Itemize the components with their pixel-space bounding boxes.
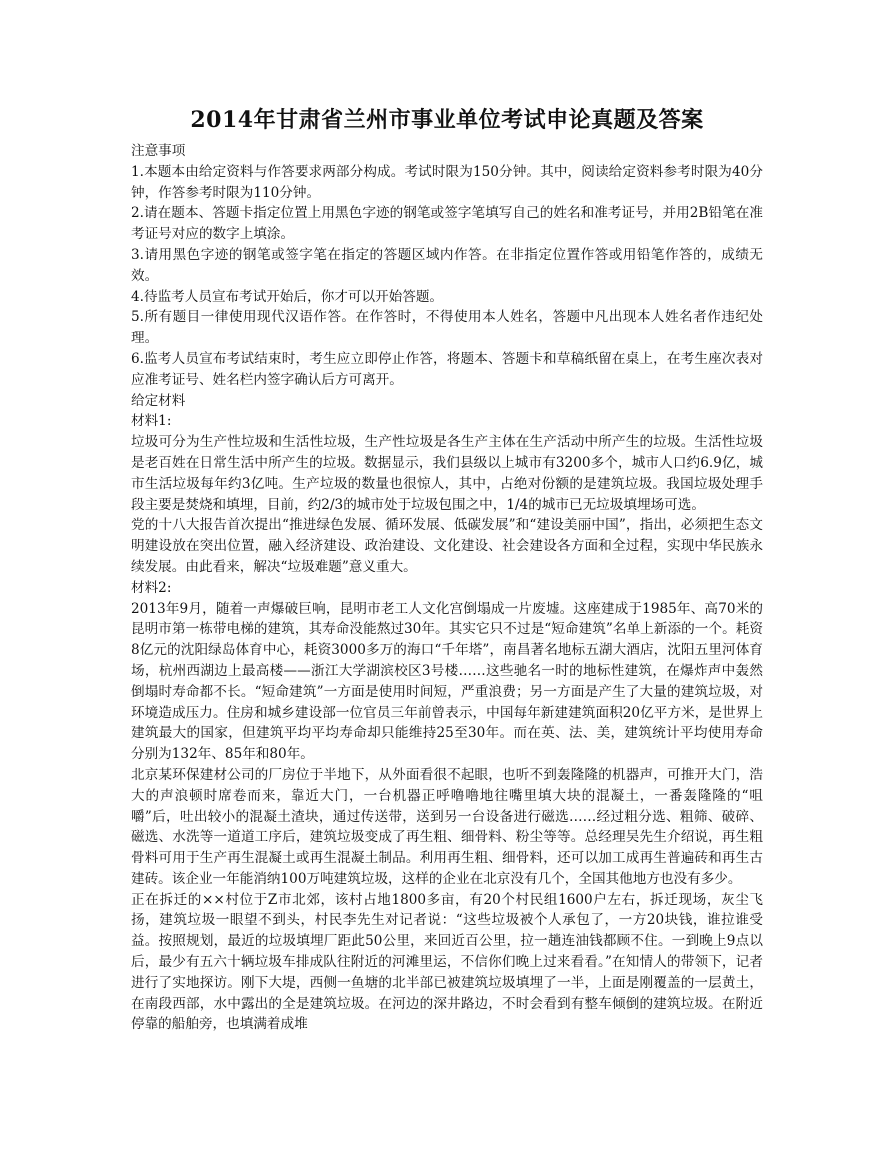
notice-item-4: 4.待监考人员宣布考试开始后，你才可以开始答题。	[131, 288, 444, 305]
material-1-paragraph-1: 垃圾可分为生产性垃圾和生活性垃圾，生产性垃圾是各生产主体在生产活动中所产生的垃圾。生活性垃圾是老百姓在日常生活中所产生的垃圾。数据显示，我们县级以上城市有3200多个，城市人口约6.9亿，城市生活垃圾每年约3亿吨。生产垃圾的数量也很惊人，其中，占绝对份额的是建筑垃圾。我国垃圾处理手段主要是焚烧和填埋，目前，约2/3的城市处于垃圾包围之中，1/4的城市已无垃圾填埋场可选。	[131, 434, 763, 513]
notice-heading: 注意事项	[131, 143, 186, 159]
notice-item-5: 5.所有题目一律使用现代汉语作答。在作答时，不得使用本人姓名，答题中凡出现本人姓名者作违纪处理。	[131, 309, 763, 347]
notice-item-6: 6.监考人员宣布考试结束时，考生应立即停止作答，将题本、答题卡和草稿纸留在桌上，在考生座次表对应准考证号、姓名栏内签字确认后方可离开。	[131, 350, 763, 388]
material-2-paragraph-1: 2013年9月，随着一声爆破巨响，昆明市老工人文化宫倒塌成一片废墟。这座建成于1985年、高70米的昆明市第一栋带电梯的建筑，其寿命没能熬过30年。其实它只不过是“短命建筑”名单上新添的一个。耗资8亿元的沈阳绿岛体育中心，耗资3000多万的海口“千年塔”，南昌著名地标五湖大酒店，沈阳五里河体育场，杭州西湖边上最高楼——浙江大学湖滨校区3号楼……这些驰名一时的地标性建筑，在爆炸声中轰然倒塌时寿命都不长。“短命建筑”一方面是使用时间短，严重浪费；另一方面是产生了大量的建筑垃圾，对环境造成压力。住房和城乡建设部一位官员三年前曾表示，中国每年新建建筑面积20亿平方米，是世界上建筑最大的国家，但建筑平均平均寿命却只能维持25至30年。而在英、法、美，建筑统计平均使用寿命分别为132年、85年和80年。	[131, 600, 763, 763]
document-page	[131, 105, 763, 1035]
material-2-paragraph-3: 正在拆迁的××村位于Z市北郊，该村占地1800多亩，有20个村民组1600户左右，拆迁现场，灰尘飞扬，建筑垃圾一眼望不到头，村民李先生对记者说：“这些垃圾被个人承包了，一方20块钱，谁拉谁受益。按照规划，最近的垃圾填埋厂距此50公里，来回近百公里，拉一趟连油钱都顾不住。一到晚上9点以后，最少有五六十辆垃圾车排成队往附近的河滩里运，不信你们晚上过来看看。”在知情人的带领下，记者进行了实地探访。刚下大堤，西侧一鱼塘的北半部已被建筑垃圾填埋了一半，上面是刚覆盖的一层黄土，在南段西部，水中露出的全是建筑垃圾。在河边的深井路边，不时会看到有整车倾倒的建筑垃圾。在附近停靠的船舶旁，也填满着成堆	[131, 891, 763, 1033]
material-1-heading: 材料1:	[131, 413, 172, 430]
materials-heading: 给定材料	[131, 392, 186, 409]
notice-item-3: 3.请用黑色字迹的钢笔或签字笔在指定的答题区域内作答。在非指定位置作答或用铅笔作答的，成绩无效。	[131, 246, 763, 284]
notice-item-2: 2.请在题本、答题卡指定位置上用黑色字迹的钢笔或签字笔填写自己的姓名和准考证号，并用2B铅笔在准考证号对应的数字上填涂。	[131, 205, 763, 243]
notice-item-1: 1.本题本由给定资料与作答要求两部分构成。考试时限为150分钟。其中，阅读给定资料参考时限为40分钟，作答参考时限为110分钟。	[131, 163, 763, 201]
material-1-paragraph-2: 党的十八大报告首次提出“推进绿色发展、循环发展、低碳发展”和“建设美丽中国”，指出，必须把生态文明建设放在突出位置，融入经济建设、政治建设、文化建设、社会建设各方面和全过程，实现中华民族永续发展。由此看来，解决“垃圾难题”意义重大。	[131, 517, 763, 575]
material-2-paragraph-2: 北京某环保建材公司的厂房位于半地下，从外面看很不起眼，也听不到轰隆隆的机器声，可推开大门，浩大的声浪顿时席卷而来，靠近大门，一台机器正呼噜噜地往嘴里填大块的混凝土，一番轰隆隆的“咀嚼”后，吐出较小的混凝土渣块，通过传送带，送到另一台设备进行磁选……经过粗分选、粗筛、破碎、磁选、水洗等一道道工序后，建筑垃圾变成了再生粗、细骨料、粉尘等等。总经理吴先生介绍说，再生粗骨料可用于生产再生混凝土或再生混凝土制品。利用再生粗、细骨料，还可以加工成再生普遍砖和再生古建砖。该企业一年能消纳100万吨建筑垃圾，这样的企业在北京没有几个，全国其他地方也没有多少。	[131, 766, 763, 887]
document-title: 2014年甘肃省兰州市事业单位考试申论真题及答案	[190, 107, 704, 133]
material-2-heading: 材料2:	[131, 579, 172, 596]
